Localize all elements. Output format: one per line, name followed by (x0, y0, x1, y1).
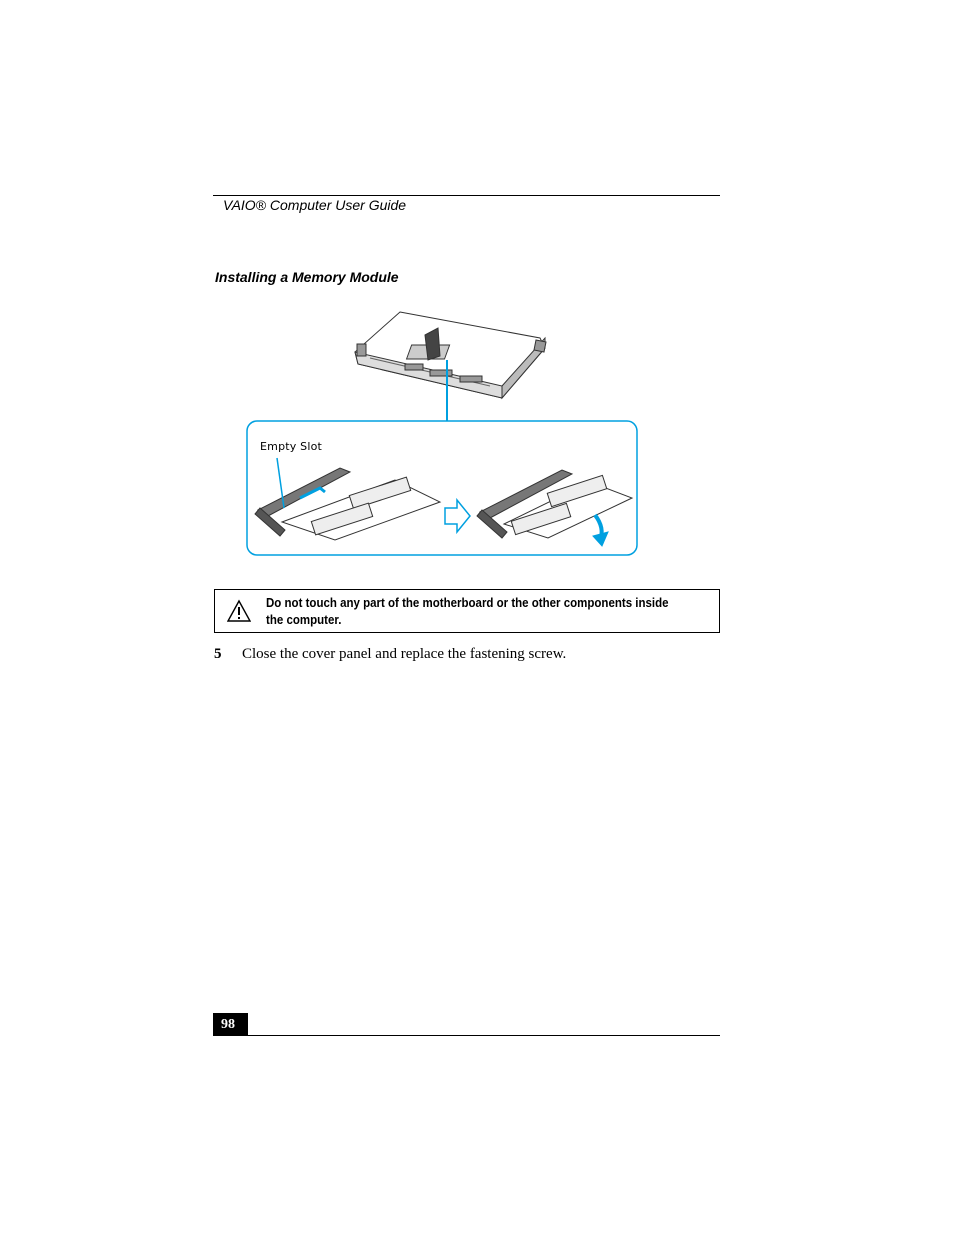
step-item (214, 646, 566, 663)
laptop-illustration (355, 312, 546, 398)
step-number: 5 (214, 646, 222, 662)
section-title: Installing a Memory Module (215, 269, 399, 285)
memory-module-illustration (240, 300, 650, 562)
caution-text: Do not touch any part of the motherboard or the other components inside the computer. (266, 596, 669, 627)
installed-module-illustration (477, 470, 632, 546)
header-rule (213, 195, 720, 196)
footer-rule (213, 1035, 720, 1036)
warning-triangle-icon (227, 599, 251, 623)
header-title: VAIO® Computer User Guide (223, 197, 407, 213)
empty-slot-label: Empty Slot (260, 440, 323, 453)
step-text: Close the cover panel and replace the fastening screw. (242, 646, 567, 662)
page-number: 98 (213, 1013, 248, 1036)
caution-box (214, 589, 720, 633)
step-arrow-icon (445, 500, 470, 532)
